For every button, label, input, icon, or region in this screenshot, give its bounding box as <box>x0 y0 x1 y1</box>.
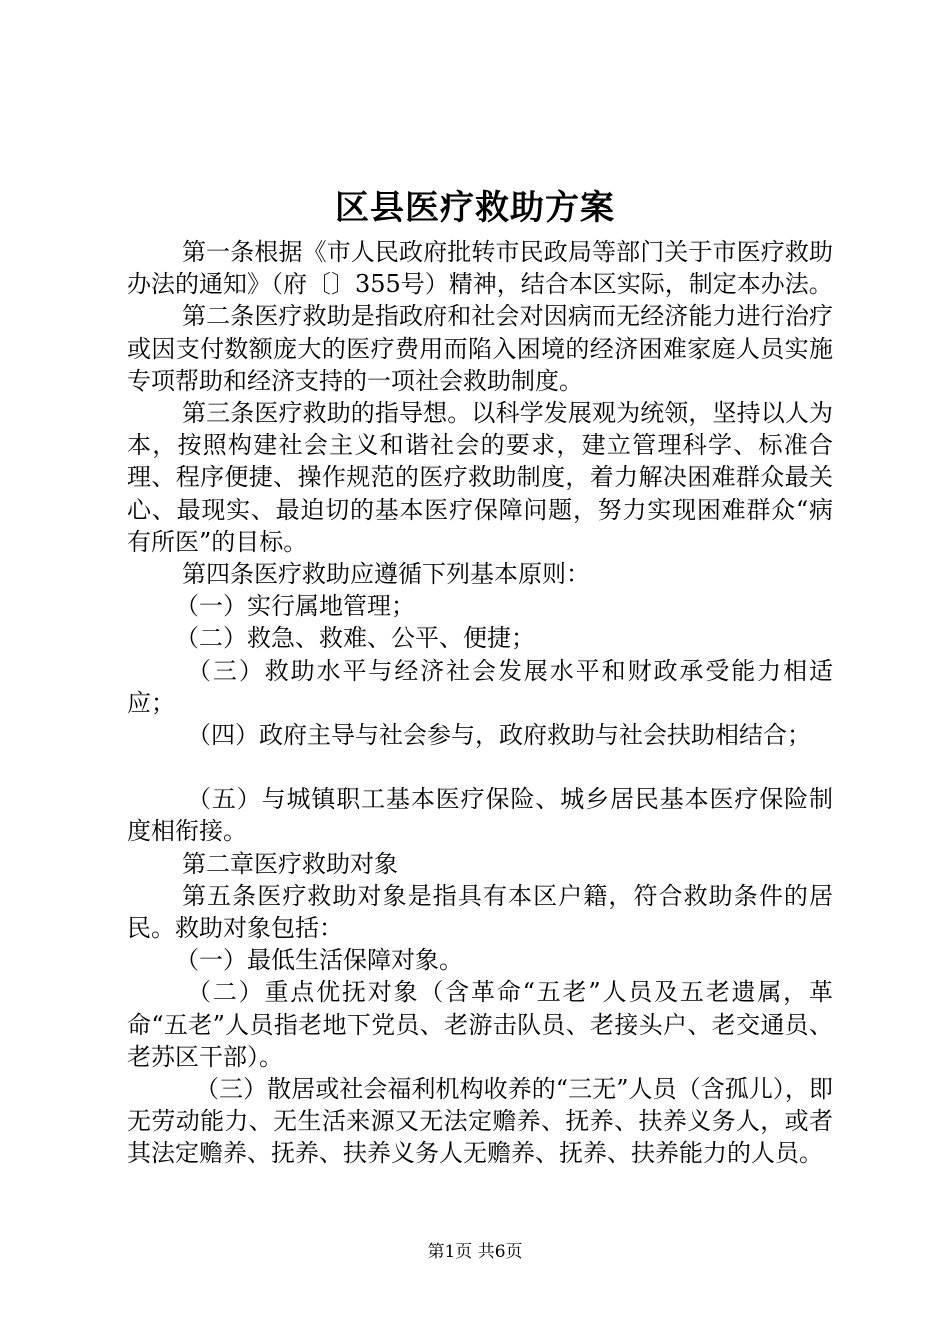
paragraph-article-3: 第三条医疗救助的指导想。以科学发展观为统领，坚持以人为本，按照构建社会主义和谐社会的要求，建立管理科学、标准合理、程序便捷、操作规范的医疗救助制度，着力解决困难群众最关心、最现实、最迫切的基本医疗保障问题，努力实现困难群众“病有所医”的目标。 <box>127 399 833 556</box>
document-body <box>127 236 833 1170</box>
paragraph-article-5: 第五条医疗救助对象是指具有本区户籍，符合救助条件的居民。救助对象包括： <box>127 881 833 943</box>
page-footer: 第1页 共6页 <box>427 1242 523 1262</box>
recipient-item-3: （三）散居或社会福利机构收养的“三无”人员（含孤儿），即无劳动能力、无生活来源又无法定赡养、抚养、扶养义务人，或者其法定赡养、抚养、扶养义务人无赡养、抚养、扶养能力的人员。 <box>127 1075 833 1168</box>
chapter-heading: 第二章医疗救助对象 <box>182 849 398 878</box>
paragraph-article-2: 第二条医疗救助是指政府和社会对因病而无经济能力进行治疗或因支付数额庞大的医疗费用而陷入困境的经济困难家庭人员实施专项帮助和经济支持的一项社会救助制度。 <box>127 302 833 395</box>
document-title: 区县医疗救助方案 <box>335 188 615 228</box>
principle-item-3: （三）救助水平与经济社会发展水平和财政承受能力相适应； <box>127 656 833 717</box>
recipient-item-2: （二）重点优抚对象（含革命“五老”人员及五老遗属，革命“五老”人员指老地下党员、老游击队员、老接头户、老交通员、老苏区干部）。 <box>127 978 833 1071</box>
principle-item-1: （一）实行属地管理； <box>175 592 415 621</box>
recipient-item-1: （一）最低生活保障对象。 <box>175 946 463 975</box>
principle-item-5: （五）与城镇职工基本医疗保险、城乡居民基本医疗保险制度相衔接。 <box>127 785 833 846</box>
paragraph-article-4: 第四条医疗救助应遵循下列基本原则： <box>182 560 590 589</box>
paragraph-article-1: 第一条根据《市人民政府批转市民政局等部门关于市医疗救助办法的通知》（府〔〕355号）精神，结合本区实际，制定本办法。 <box>127 238 833 299</box>
blank-line <box>127 751 833 783</box>
principle-item-4: （四）政府主导与社会参与，政府救助与社会扶助相结合； <box>187 721 811 750</box>
principle-item-2: （二）救急、救难、公平、便捷； <box>175 624 535 653</box>
